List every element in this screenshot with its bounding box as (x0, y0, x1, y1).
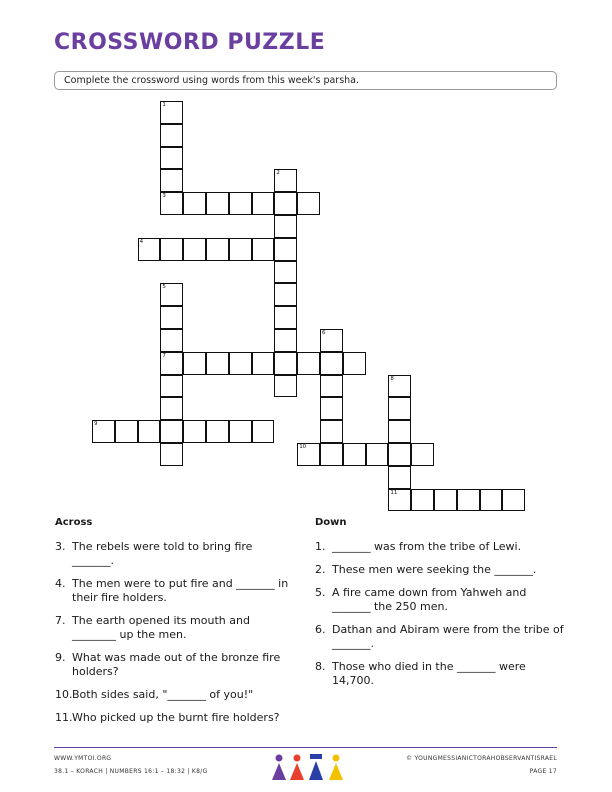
grid-cell[interactable] (388, 420, 411, 443)
grid-cell[interactable] (160, 443, 183, 466)
grid-cell[interactable] (206, 352, 229, 375)
grid-cell[interactable] (160, 329, 183, 352)
footer-divider (54, 747, 557, 748)
grid-cell[interactable] (274, 283, 297, 306)
grid-cell[interactable] (160, 238, 183, 261)
grid-cell[interactable] (252, 420, 275, 443)
footer-website[interactable]: WWW.YMTOI.ORG (54, 755, 112, 762)
grid-cell[interactable] (320, 375, 343, 398)
grid-cell[interactable] (206, 192, 229, 215)
grid-cell[interactable] (229, 420, 252, 443)
ymtoi-logo-icon (270, 752, 350, 782)
page-title: CROSSWORD PUZZLE (54, 30, 326, 55)
clue-number-label: 10 (299, 444, 307, 450)
grid-cell[interactable] (138, 420, 161, 443)
grid-cell[interactable] (183, 352, 206, 375)
grid-cell[interactable] (138, 238, 161, 261)
clue-down-2: 2. These men were seeking the _______. (315, 563, 537, 576)
grid-cell[interactable] (388, 375, 411, 398)
grid-cell[interactable] (320, 420, 343, 443)
clue-down-8: 8. Those who died in the _______ were 14,700. (315, 660, 526, 687)
grid-cell[interactable] (160, 192, 183, 215)
across-heading: Across (55, 517, 93, 528)
grid-cell[interactable] (388, 397, 411, 420)
grid-cell[interactable] (274, 238, 297, 261)
grid-cell[interactable] (183, 420, 206, 443)
clue-number-label: 2 (276, 170, 280, 177)
down-clues (315, 540, 565, 697)
clue-across-4: 4. The men were to put fire and _______ in their fire holders. (55, 577, 289, 604)
grid-cell[interactable] (229, 192, 252, 215)
logo-figure-purple (272, 755, 286, 781)
grid-cell[interactable] (274, 169, 297, 192)
grid-cell[interactable] (183, 192, 206, 215)
grid-cell[interactable] (457, 489, 480, 512)
clue-number-label: 9 (94, 421, 98, 428)
grid-cell[interactable] (229, 352, 252, 375)
clue-across-7: 7. The earth opened its mouth and ________ up the men. (55, 614, 250, 641)
clue-down-1: 1. _______ was from the tribe of Lewi. (315, 540, 522, 553)
across-clues (55, 540, 295, 734)
instruction-text: Complete the crossword using words from this week's parsha. (64, 75, 360, 86)
clue-across-11: 11. Who picked up the burnt fire holders? (55, 711, 280, 724)
grid-cell[interactable] (388, 489, 411, 512)
grid-cell[interactable] (343, 352, 366, 375)
grid-cell[interactable] (160, 147, 183, 170)
grid-cell[interactable] (411, 489, 434, 512)
grid-cell[interactable] (252, 352, 275, 375)
grid-cell[interactable] (343, 443, 366, 466)
grid-cell[interactable] (411, 443, 434, 466)
grid-cell[interactable] (320, 329, 343, 352)
clue-number-label: 11 (390, 489, 398, 496)
grid-cell[interactable] (320, 397, 343, 420)
grid-cell[interactable] (206, 420, 229, 443)
grid-cell[interactable] (274, 306, 297, 329)
grid-cell[interactable] (160, 101, 183, 124)
grid-cell[interactable] (160, 283, 183, 306)
grid-cell[interactable] (297, 192, 320, 215)
down-heading: Down (315, 517, 347, 528)
grid-cell[interactable] (252, 192, 275, 215)
grid-cell[interactable] (274, 192, 297, 215)
grid-cell[interactable] (366, 443, 389, 466)
footer-copyright: © YOUNGMESSIANICTORAHOBSERVANTISRAEL (405, 755, 557, 762)
clue-number-label: 6 (322, 330, 326, 336)
clue-across-9: 9. What was made out of the bronze fire holders? (55, 651, 281, 678)
grid-cell[interactable] (115, 420, 138, 443)
clue-across-3: 3. The rebels were told to bring fire _______. (55, 540, 253, 567)
grid-cell[interactable] (434, 489, 457, 512)
grid-cell[interactable] (206, 238, 229, 261)
clue-across-10: 10. Both sides said, "_______ of you!" (55, 688, 254, 701)
logo-figure-red (290, 755, 304, 781)
clue-number-label: 8 (390, 375, 394, 382)
footer-reference: 38.1 – KORACH | NUMBERS 16:1 – 18:32 | K8/G (54, 768, 208, 775)
logo-figure-blue (309, 754, 323, 780)
grid-cell[interactable] (502, 489, 525, 512)
clue-number-label: 5 (162, 284, 166, 291)
grid-cell[interactable] (160, 124, 183, 147)
grid-cell[interactable] (274, 352, 297, 375)
logo-figure-yellow (329, 755, 343, 781)
footer-page-number: PAGE 17 (529, 768, 557, 775)
grid-cell[interactable] (388, 443, 411, 466)
grid-cell[interactable] (160, 420, 183, 443)
grid-cell[interactable] (160, 352, 183, 375)
grid-cell[interactable] (229, 238, 252, 261)
grid-cell[interactable] (160, 169, 183, 192)
grid-cell[interactable] (160, 375, 183, 398)
grid-cell[interactable] (297, 443, 320, 466)
grid-cell[interactable] (274, 261, 297, 284)
grid-cell[interactable] (480, 489, 503, 512)
clue-number-label: 4 (139, 238, 144, 245)
grid-cell[interactable] (274, 329, 297, 352)
clue-down-5: 5. A fire came down from Yahweh and _______ the 250 men. (315, 586, 527, 613)
clue-number-label: 1 (162, 102, 166, 108)
clue-number-label: 7 (162, 352, 166, 359)
grid-cell[interactable] (252, 238, 275, 261)
grid-cell[interactable] (160, 397, 183, 420)
grid-cell[interactable] (274, 375, 297, 398)
grid-cell[interactable] (320, 352, 343, 375)
clue-number-label: 3 (162, 193, 166, 200)
clue-down-6: 6. Dathan and Abiram were from the tribe of _______. (315, 623, 564, 650)
grid-cell[interactable] (92, 420, 115, 443)
grid-cell[interactable] (183, 238, 206, 261)
grid-cell[interactable] (320, 443, 343, 466)
grid-cell[interactable] (297, 352, 320, 375)
grid-cell[interactable] (160, 306, 183, 329)
grid-cell[interactable] (388, 466, 411, 489)
grid-cell[interactable] (274, 215, 297, 238)
